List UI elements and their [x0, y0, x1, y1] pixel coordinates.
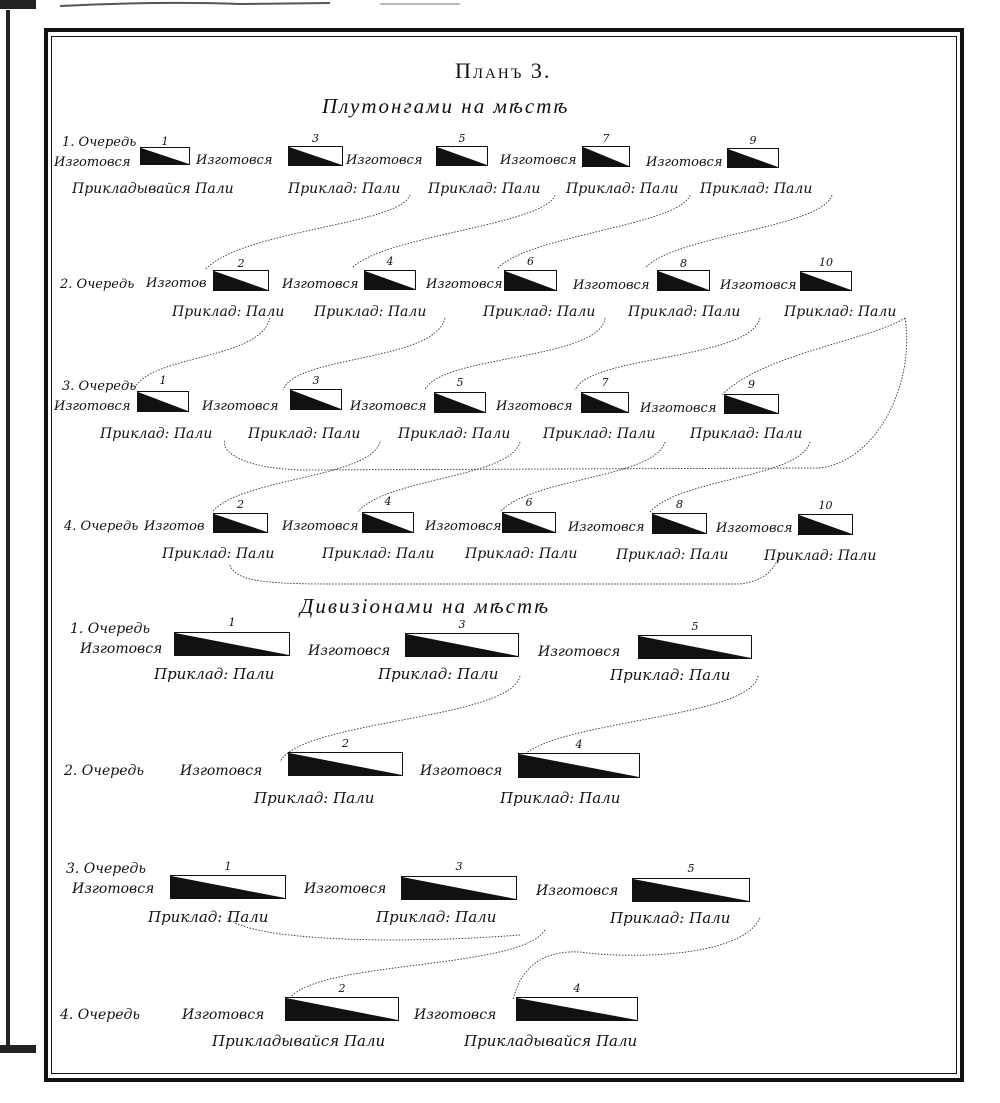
ready-command: Изготовся — [640, 401, 717, 416]
plutong-unit-box — [581, 392, 629, 413]
fire-command: Приклад: Пали — [172, 304, 285, 320]
fire-command: Приклад: Пали — [483, 304, 596, 320]
fire-command: Приклад: Пали — [288, 181, 401, 197]
division-unit-box — [405, 633, 519, 657]
ready-command: Изготовся — [568, 520, 645, 535]
unit-number: 5 — [458, 132, 466, 145]
fire-command: Приклад: Пали — [465, 546, 578, 562]
unit-number: 8 — [680, 257, 687, 270]
unit-number: 5 — [687, 862, 695, 875]
division-unit-box — [285, 997, 399, 1021]
fire-command: Приклад: Пали — [254, 789, 375, 807]
fire-command: Приклад: Пали — [398, 426, 511, 442]
plutong-unit-box — [724, 394, 779, 414]
ready-command: Изготовся — [304, 881, 387, 897]
plutong-unit-box — [582, 146, 630, 167]
unit-number: 5 — [691, 620, 699, 633]
ready-command: Изготовся — [202, 399, 279, 414]
division-unit-box — [401, 876, 517, 900]
fire-command: Прикладывайся Пали — [72, 181, 234, 197]
plutong-unit-box — [364, 270, 416, 290]
ready-command: Изготовся — [350, 399, 427, 414]
fire-command: Приклад: Пали — [314, 304, 427, 320]
plutong-unit-box — [213, 270, 269, 291]
ready-command: Изготовся — [538, 644, 621, 660]
fire-command: Приклад: Пали — [784, 304, 897, 320]
row-label-1: 1. Очередь — [62, 135, 137, 150]
unit-number: 7 — [602, 132, 610, 145]
unit-number: 3 — [312, 132, 319, 145]
ready-command: Изготовся — [282, 519, 359, 534]
binding-edge-left — [6, 10, 10, 1050]
plan-title: Планъ 3. — [455, 58, 552, 83]
plutong-unit-box — [137, 391, 189, 412]
ready-command: Изготовся — [196, 153, 273, 168]
fire-command: Прикладывайся Пали — [212, 1032, 386, 1050]
division-unit-box — [638, 635, 752, 659]
fire-command: Приклад: Пали — [610, 909, 731, 927]
unit-number: 8 — [676, 498, 683, 511]
plutong-unit-box — [213, 513, 268, 533]
unit-number: 9 — [749, 134, 757, 147]
ready-command: Изготовся — [716, 521, 793, 536]
fire-command: Приклад: Пали — [428, 181, 541, 197]
division-unit-box — [288, 752, 403, 776]
plutong-unit-box — [800, 271, 852, 291]
ready-command: Изготовся — [80, 641, 163, 657]
plutong-unit-box — [798, 514, 853, 535]
fire-command: Приклад: Пали — [500, 789, 621, 807]
row-label-3: 3. Очередь — [62, 379, 137, 394]
top-edge-stroke — [0, 0, 1000, 10]
plutong-unit-box — [288, 146, 343, 166]
fire-command: Приклад: Пали — [322, 546, 435, 562]
plutong-unit-box — [140, 147, 190, 165]
ready-command: Изготовся — [414, 1007, 497, 1023]
fire-command: Приклад: Пали — [700, 181, 813, 197]
unit-number: 3 — [455, 860, 463, 873]
ready-command: Изготовся — [646, 155, 723, 170]
fire-command: Прикладывайся Пали — [464, 1032, 638, 1050]
plutong-unit-box — [727, 148, 779, 168]
unit-number: 6 — [525, 496, 533, 509]
unit-number: 3 — [312, 374, 320, 387]
unit-number: 6 — [527, 255, 534, 268]
unit-number: 10 — [819, 256, 833, 269]
unit-number: 1 — [224, 860, 232, 873]
division-row-label-4: 4. Очередь — [60, 1007, 141, 1023]
division-unit-box — [632, 878, 750, 902]
ready-command: Изготовся — [720, 278, 797, 293]
ready-command: Изготовся — [180, 763, 263, 779]
plutong-unit-box — [504, 270, 557, 291]
binding-edge-bottom — [0, 1045, 36, 1053]
ready-command: Изготовся — [346, 153, 423, 168]
plutong-unit-box — [657, 270, 710, 291]
division-row-label-2: 2. Очередь — [64, 763, 145, 779]
division-unit-box — [170, 875, 286, 899]
ready-command: Изготовся — [496, 399, 573, 414]
unit-number: 1 — [228, 616, 236, 629]
fire-command: Приклад: Пали — [162, 546, 275, 562]
fire-command: Приклад: Пали — [764, 548, 877, 564]
fire-command: Приклад: Пали — [248, 426, 361, 442]
ready-command: Изготовся — [182, 1007, 265, 1023]
section-heading-divisions: Дивизіонами на мѣстѣ — [300, 594, 551, 618]
fire-command: Приклад: Пали — [543, 426, 656, 442]
row-label-2: 2. Очередь — [60, 277, 135, 292]
row-label-4: 4. Очередь — [64, 519, 139, 534]
unit-number: 3 — [458, 618, 466, 631]
section-heading-plutongs: Плутонгами на мѣстѣ — [322, 94, 570, 118]
ready-command: Изготовся — [308, 643, 391, 659]
unit-number: 4 — [384, 495, 392, 508]
division-unit-box — [516, 997, 638, 1021]
fire-command: Приклад: Пали — [610, 666, 731, 684]
unit-number: 4 — [575, 738, 583, 751]
unit-number: 5 — [456, 376, 464, 389]
plutong-unit-box — [434, 392, 486, 413]
plutong-unit-box — [362, 512, 414, 533]
unit-number: 4 — [386, 255, 394, 268]
unit-number: 2 — [237, 498, 244, 511]
fire-command: Приклад: Пали — [616, 547, 729, 563]
ready-command: Изготовся — [426, 277, 503, 292]
plutong-unit-box — [652, 513, 707, 534]
division-unit-box — [518, 753, 640, 778]
fire-command: Приклад: Пали — [148, 908, 269, 926]
unit-number: 4 — [573, 982, 581, 995]
fire-command: Приклад: Пали — [154, 665, 275, 683]
division-unit-box — [174, 632, 290, 656]
plutong-unit-box — [290, 389, 342, 410]
fire-command: Приклад: Пали — [690, 426, 803, 442]
ready-command: Изготовся — [282, 277, 359, 292]
plutong-unit-box — [502, 512, 556, 533]
ready-command: Изготовся — [72, 881, 155, 897]
unit-number: 1 — [161, 135, 169, 148]
unit-number: 7 — [601, 376, 609, 389]
ready-command: Изготовся — [54, 399, 131, 414]
ready-command: Изготовся — [500, 153, 577, 168]
unit-number: 2 — [237, 257, 245, 270]
ready-command: Изготов — [144, 519, 205, 534]
ready-command: Изготовся — [420, 763, 503, 779]
fire-command: Приклад: Пали — [376, 908, 497, 926]
unit-number: 10 — [818, 499, 833, 512]
ready-command: Изготовся — [536, 883, 619, 899]
fire-command: Приклад: Пали — [100, 426, 213, 442]
plutong-unit-box — [436, 146, 488, 166]
ready-command: Изготовся — [573, 278, 650, 293]
ready-command: Изготовся — [425, 519, 502, 534]
division-row-label-1: 1. Очередь — [70, 621, 151, 637]
fire-command: Приклад: Пали — [628, 304, 741, 320]
unit-number: 2 — [342, 737, 349, 750]
unit-number: 2 — [338, 982, 346, 995]
ready-command: Изготовся — [54, 155, 131, 170]
unit-number: 1 — [159, 374, 167, 387]
division-row-label-3: 3. Очередь — [66, 861, 147, 877]
fire-command: Приклад: Пали — [378, 665, 499, 683]
ready-command: Изготов — [146, 276, 207, 291]
unit-number: 9 — [748, 378, 755, 391]
fire-command: Приклад: Пали — [566, 181, 679, 197]
